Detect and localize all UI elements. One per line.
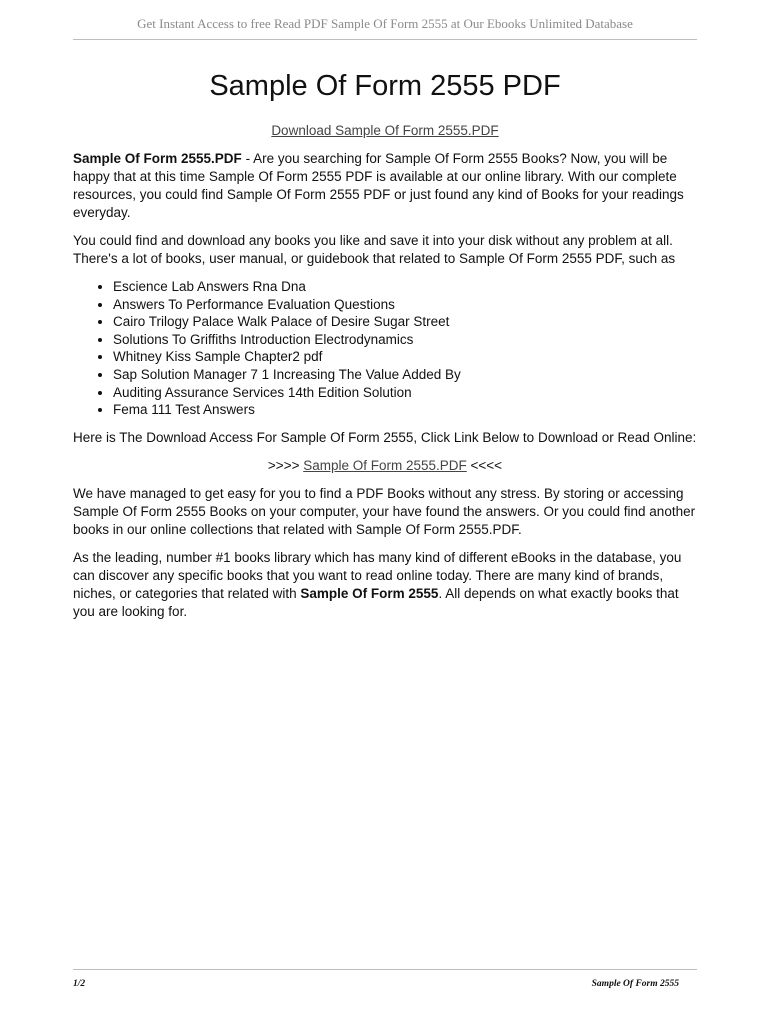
list-item: • Whitney Kiss Sample Chapter2 pdf [113,348,697,366]
intro-bold: Sample Of Form 2555.PDF [73,151,242,166]
list-item: • Auditing Assurance Services 14th Edition Solution [113,384,697,402]
arrow-prefix: >>>> [267,457,304,473]
intro-text: - Are you searching for Sample Of Form 2555 Books? Now, you will be happy that at this time Sample Of Form 2555 PDF is available at our online library. With our complete resources, you could find Sample Of Form 2555 PDF or just found any kind of Books for your readings everyday. [73,151,684,220]
list-item: • Cairo Trilogy Palace Walk Palace of Desire Sugar Street [113,313,697,331]
download-link-container [0,123,770,138]
list-item: • Answers To Performance Evaluation Questions [113,296,697,314]
header-divider [73,39,697,40]
page-number: 1/2 [73,979,86,989]
list-item: • Fema 111 Test Answers [113,401,697,419]
page-header: Get Instant Access to free Read PDF Sample Of Form 2555 at Our Ebooks Unlimited Database [137,16,633,31]
list-item: • Escience Lab Answers Rna Dna [113,278,697,296]
intro-paragraph [73,150,697,222]
paragraph-2: You could find and download any books you like and save it into your disk without any problem at all. There's a lot of books, user manual, or guidebook that related to Sample Of Form 2555 PDF, such as [73,233,676,266]
list-item: • Sap Solution Manager 7 1 Increasing The Value Added By [113,366,697,384]
paragraph-3: Here is The Download Access For Sample Of Form 2555, Click Link Below to Download or Read Online: [73,429,697,445]
footer-title: Sample Of Form 2555 [591,979,679,989]
list-item: • Solutions To Griffiths Introduction Electrodynamics [113,331,697,349]
footer-divider [73,969,697,970]
paragraph-5 [73,549,697,621]
download-link[interactable]: Download Sample Of Form 2555.PDF [271,123,499,138]
book-list [73,278,697,419]
paragraph-5-bold: Sample Of Form 2555 [300,585,439,601]
pdf-link[interactable]: Sample Of Form 2555.PDF [303,457,467,473]
arrow-suffix: <<<< [466,457,503,473]
paragraph-5-after: . All depends on what exactly books that you are looking for. [73,585,679,619]
paragraph-4: We have managed to get easy for you to find a PDF Books without any stress. By storing or accessing Sample Of Form 2555 Books on your computer, your have found the answers. Or you could find another books in our online collections that related with Sample Of Form 2555.PDF. [73,485,696,537]
download-line [73,457,697,475]
page-title: Sample Of Form 2555 PDF [209,70,561,102]
main-content [73,150,697,631]
paragraph-5-before: As the leading, number #1 books library which has many kind of different eBooks in the database, you can discover any specific books that you want to read online today. There are many kind of brands, niches, or categories that related with [73,549,682,601]
